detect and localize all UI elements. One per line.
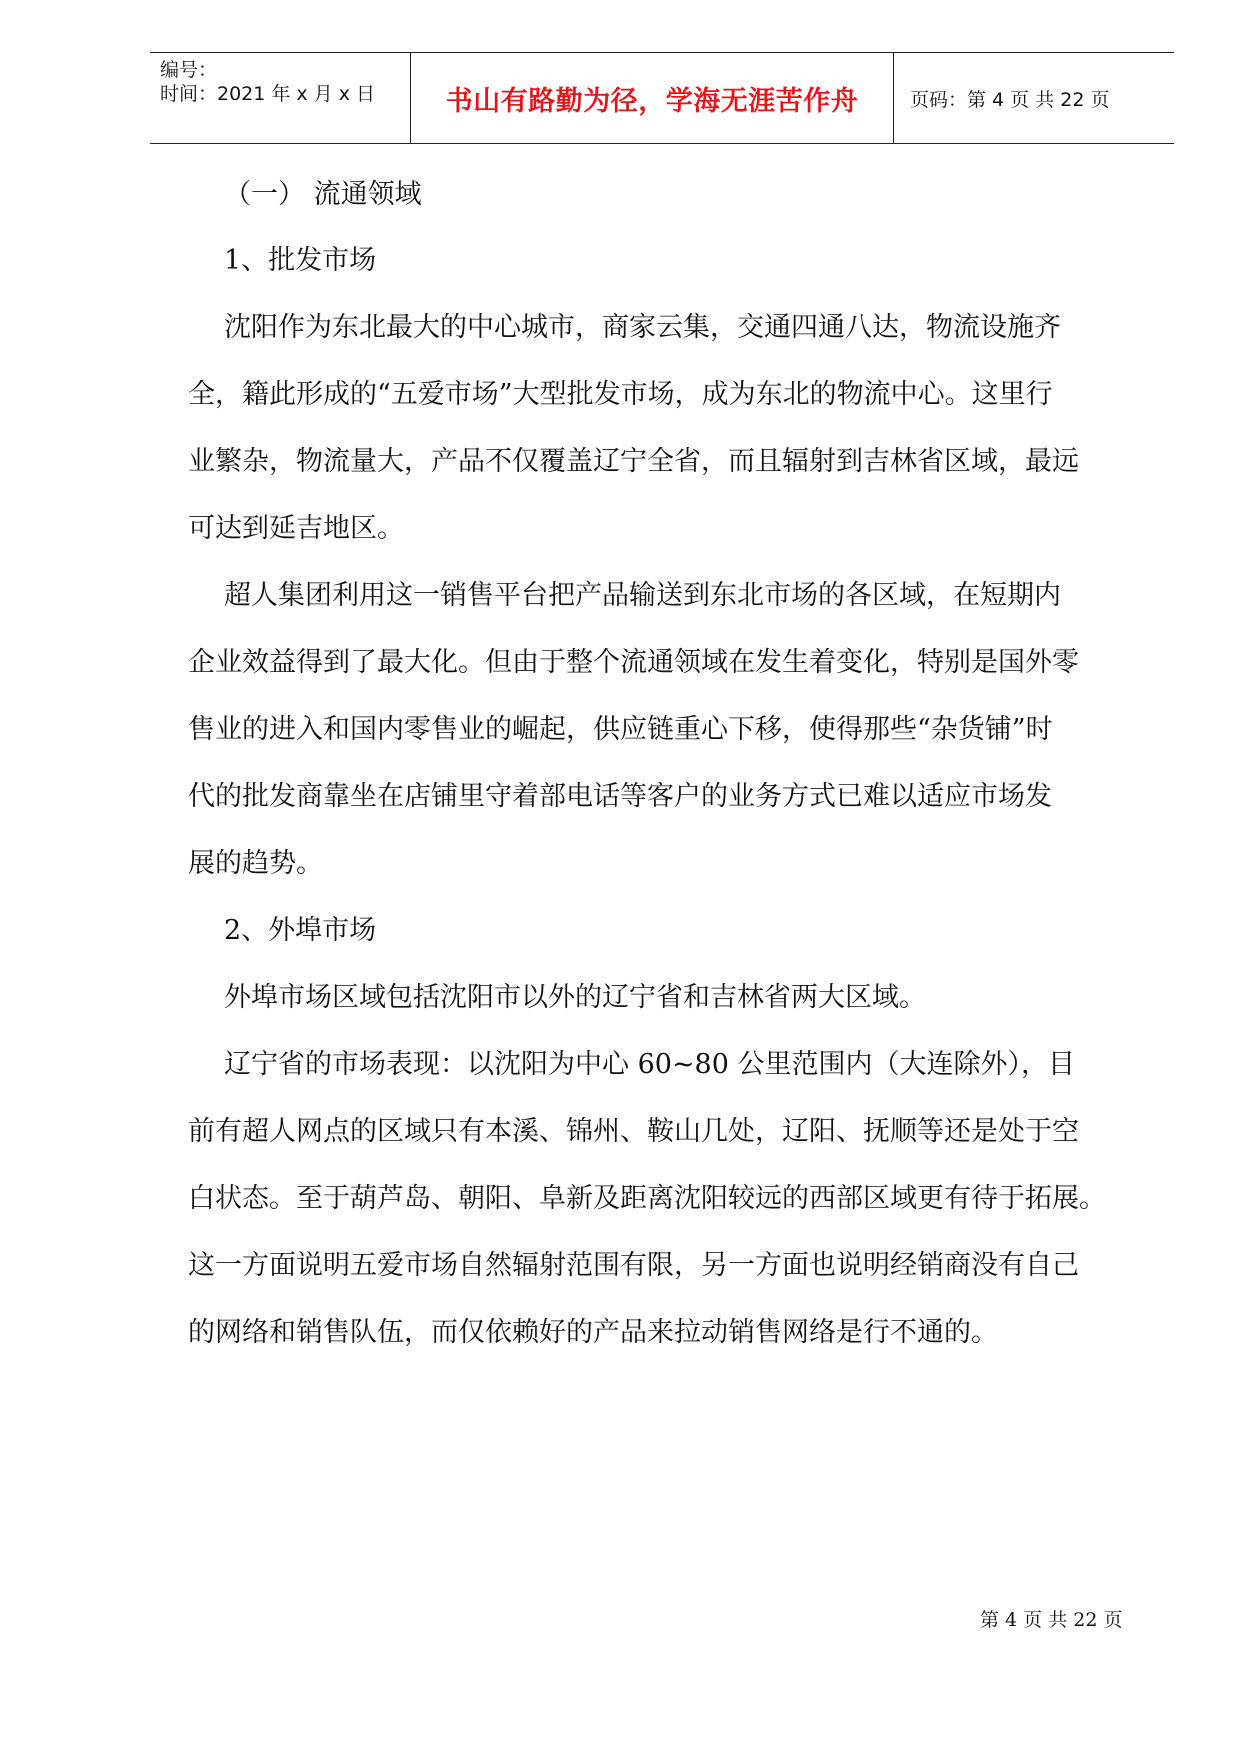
document-number-label: 编号：: [160, 59, 218, 81]
document-time-label: 时间：2021 年 x 月 x 日: [160, 83, 376, 105]
subsection-heading: 2、外埠市场: [224, 915, 377, 946]
paragraph-line: 业繁杂，物流量大，产品不仅覆盖辽宁全省，而且辐射到吉林省区域，最远: [188, 446, 1079, 477]
paragraph-line: 沈阳作为东北最大的中心城市，商家云集，交通四通八达，物流设施齐: [224, 312, 1061, 343]
paragraph-line: 售业的进入和国内零售业的崛起，供应链重心下移，使得那些“杂货铺”时: [188, 714, 1053, 745]
paragraph-line: 企业效益得到了最大化。但由于整个流通领域在发生着变化，特别是国外零: [188, 647, 1079, 678]
paragraph-line: 全，籍此形成的“五爱市场”大型批发市场，成为东北的物流中心。这里行: [188, 379, 1053, 410]
paragraph-line: 外埠市场区域包括沈阳市以外的辽宁省和吉林省两大区域。: [224, 982, 926, 1013]
paragraph-line: 可达到延吉地区。: [188, 513, 404, 544]
header-meta: [160, 53, 410, 143]
header-page-info: 页码：第 4 页 共 22 页: [910, 88, 1110, 111]
page-header: [150, 52, 1174, 144]
paragraph-line: 白状态。至于葫芦岛、朝阳、阜新及距离沈阳较远的西部区域更有待于拓展。: [188, 1183, 1106, 1214]
motto-text: 书山有路勤为径，学海无涯苦作舟: [445, 85, 859, 117]
header-page-info-cell: [894, 53, 1174, 143]
section-heading: （一） 流通领域: [224, 179, 422, 210]
paragraph-line: 超人集团利用这一销售平台把产品输送到东北市场的各区域，在短期内: [224, 580, 1061, 611]
header-motto-cell: [410, 53, 894, 143]
subsection-heading: 1、批发市场: [224, 245, 377, 276]
paragraph-line: 辽宁省的市场表现：以沈阳为中心 60~80 公里范围内（大连除外），目: [224, 1049, 1075, 1080]
paragraph-line: 这一方面说明五爱市场自然辐射范围有限，另一方面也说明经销商没有自己: [188, 1250, 1079, 1281]
paragraph-line: 展的趋势。: [188, 848, 323, 879]
page-footer: 第 4 页 共 22 页: [980, 1609, 1123, 1631]
paragraph-line: 的网络和销售队伍，而仅依赖好的产品来拉动销售网络是行不通的。: [188, 1317, 998, 1348]
paragraph-line: 前有超人网点的区域只有本溪、锦州、鞍山几处，辽阳、抚顺等还是处于空: [188, 1116, 1079, 1147]
paragraph-line: 代的批发商靠坐在店铺里守着部电话等客户的业务方式已难以适应市场发: [188, 781, 1052, 812]
